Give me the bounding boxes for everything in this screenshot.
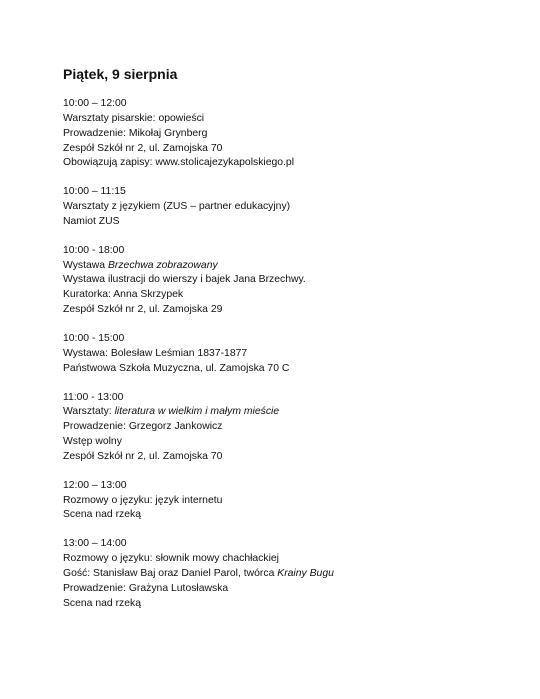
event-detail-line — [63, 259, 503, 274]
event-time — [63, 332, 503, 347]
italic-title-text: Krainy Bugu — [277, 567, 334, 579]
line-text: 11:00 - 13:00 — [63, 391, 124, 403]
line-text: Zespół Szkół nr 2, ul. Zamojska 70 — [63, 450, 223, 462]
line-text: Zespół Szkół nr 2, ul. Zamojska 29 — [63, 304, 223, 316]
event-detail-line — [63, 552, 503, 567]
italic-title-text: Brzechwa zobrazowany — [107, 259, 218, 271]
event-detail-line — [63, 200, 503, 215]
line-text: Warsztaty z językiem (ZUS – partner edukacyjny) — [63, 201, 291, 213]
line-text: Scena nad rzeką — [63, 509, 141, 521]
event-detail-line — [63, 494, 503, 509]
line-text: Kuratorka: Anna Skrzypek — [63, 289, 184, 301]
line-text: 10:00 - 15:00 — [63, 332, 125, 344]
event-block — [63, 97, 503, 171]
line-text: Obowiązują zapisy: www.stolicajezykapolskiego.pl — [63, 157, 295, 169]
line-text: Wystawa: Bolesław Leśmian 1837-1877 — [63, 347, 248, 359]
event-time — [63, 244, 503, 259]
line-text: Zespół Szkół nr 2, ul. Zamojska 70 — [63, 142, 223, 154]
line-text: 10:00 – 12:00 — [63, 98, 127, 109]
line-text: Rozmowy o języku: słownik mowy chachłackiej — [63, 553, 279, 565]
event-detail-line — [63, 127, 503, 142]
event-detail-line — [63, 508, 503, 523]
event-block — [63, 391, 503, 465]
event-time — [63, 537, 503, 552]
line-text: Warsztaty: — [63, 406, 115, 418]
event-detail-line — [63, 112, 503, 127]
event-detail-line — [63, 303, 503, 318]
line-text: Prowadzenie: Mikołaj Grynberg — [63, 127, 208, 139]
event-time — [63, 479, 503, 494]
event-detail-line — [63, 215, 503, 230]
event-detail-line — [63, 288, 503, 303]
line-text: Gość: Stanisław Baj oraz Daniel Parol, twórca — [63, 567, 278, 579]
event-detail-line — [63, 405, 503, 420]
line-text: Wystawa — [63, 259, 108, 271]
day-heading: Piątek, 9 sierpnia — [63, 66, 178, 82]
line-text: 10:00 - 18:00 — [63, 244, 125, 256]
line-text: Wystawa ilustracji do wierszy i bajek Jana Brzechwy. — [63, 274, 306, 286]
event-time — [63, 97, 503, 112]
event-detail-line — [63, 597, 503, 612]
event-detail-line — [63, 156, 503, 171]
line-text: Warsztaty pisarskie: opowieści — [63, 112, 205, 124]
line-text: Namiot ZUS — [63, 215, 120, 227]
event-time — [63, 185, 503, 200]
event-block — [63, 332, 503, 377]
event-detail-line — [63, 362, 503, 377]
event-detail-line — [63, 420, 503, 435]
event-detail-line — [63, 582, 503, 597]
event-block — [63, 479, 503, 524]
line-text: Państwowa Szkoła Muzyczna, ul. Zamojska 70 C — [63, 362, 290, 374]
line-text: 13:00 – 14:00 — [63, 538, 127, 550]
event-block — [63, 537, 503, 611]
event-detail-line — [63, 435, 503, 450]
event-detail-line — [63, 142, 503, 157]
line-text: Scena nad rzeką — [63, 597, 141, 609]
line-text: Prowadzenie: Grażyna Lutosławska — [63, 582, 229, 594]
event-detail-line — [63, 347, 503, 362]
event-detail-line — [63, 273, 503, 288]
line-text: 10:00 – 11:15 — [63, 186, 126, 198]
event-detail-line — [63, 567, 503, 582]
event-block — [63, 185, 503, 230]
line-text: 12:00 – 13:00 — [63, 479, 127, 491]
event-list — [63, 97, 503, 625]
italic-title-text: literatura w wielkim i małym mieście — [114, 406, 280, 418]
line-text: Prowadzenie: Grzegorz Jankowicz — [63, 421, 223, 433]
line-text: Rozmowy o języku: język internetu — [63, 494, 223, 506]
line-text: Wstęp wolny — [63, 436, 122, 448]
event-block — [63, 244, 503, 318]
event-time — [63, 391, 503, 406]
event-detail-line — [63, 450, 503, 465]
